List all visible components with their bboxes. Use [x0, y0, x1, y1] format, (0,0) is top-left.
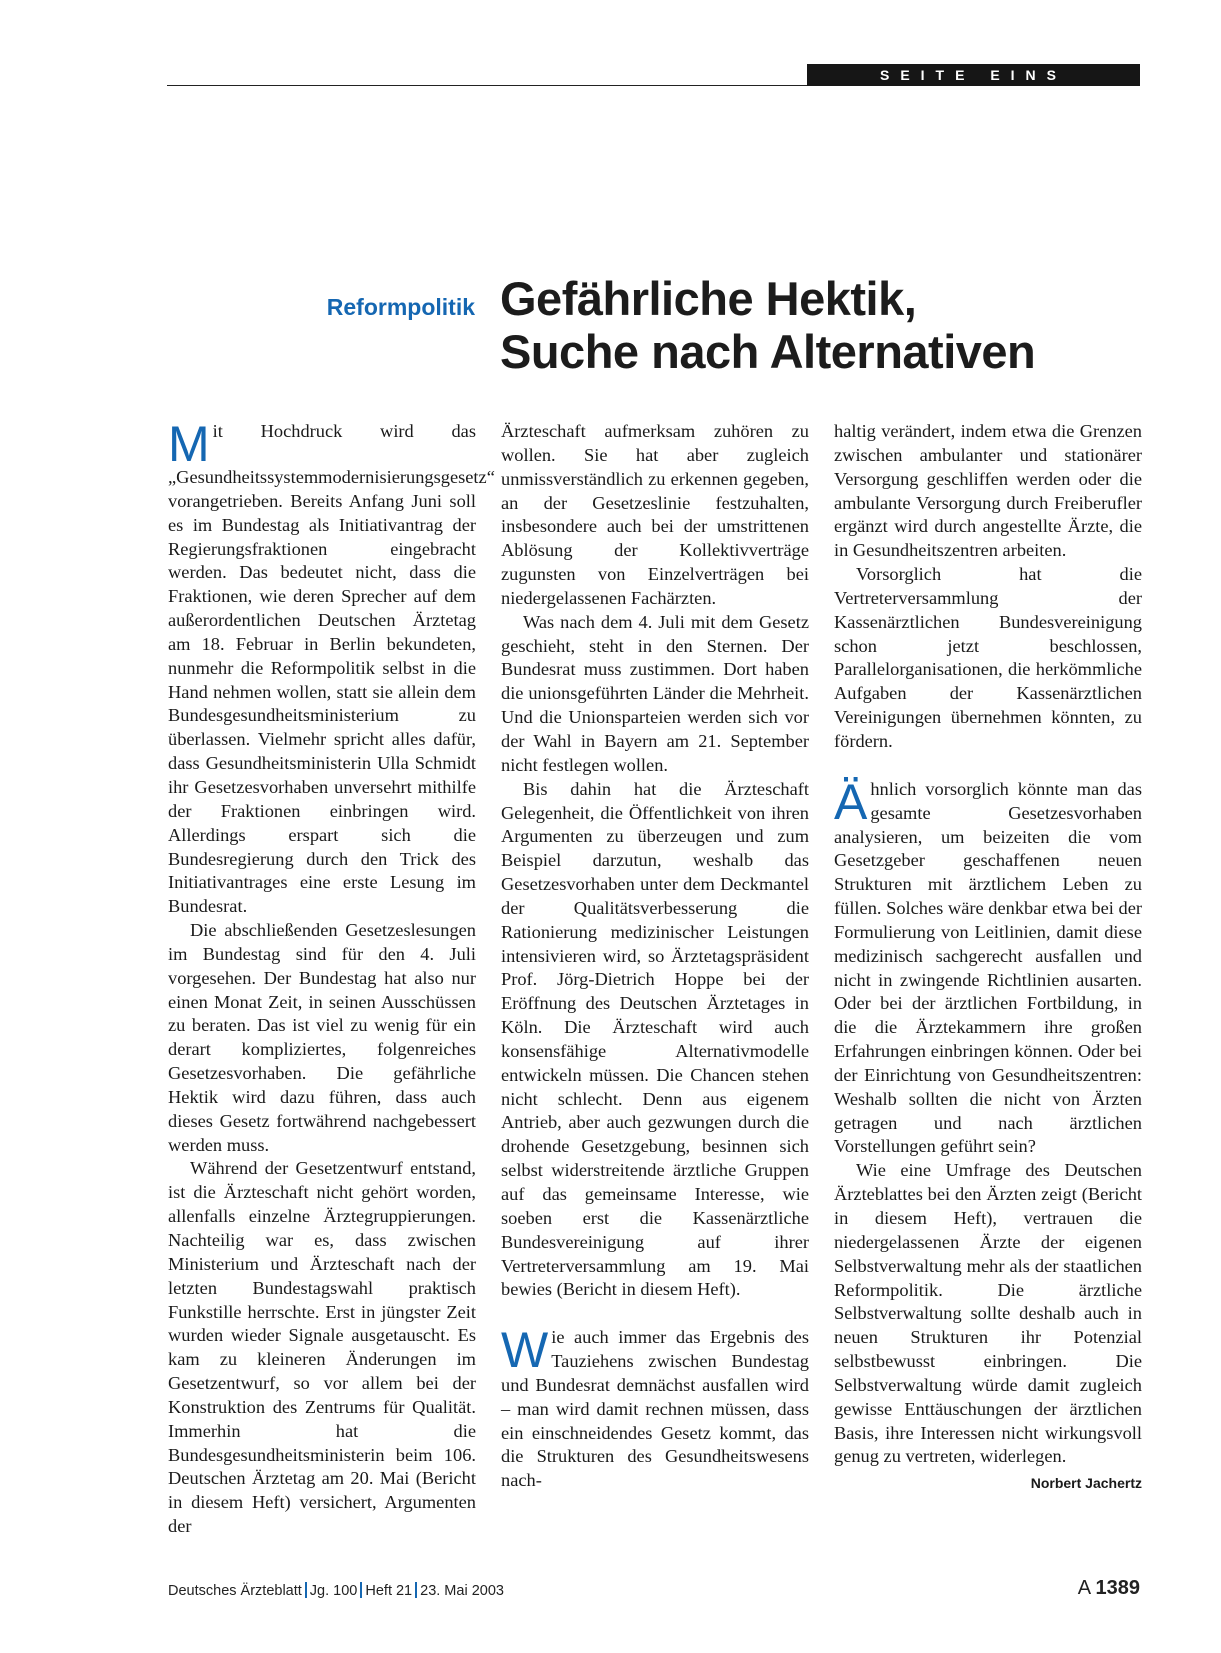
paragraph: Vorsorglich hat die Vertreterversammlung der Kassenärztlichen Bundesvereinigung schon jetzt beschlossen, Parallelorganisationen, die herkömmliche Aufgaben der Kassenärztlichen Vereinigungen übernehmen könnten, zu fördern.: [834, 564, 1142, 751]
headline-line-2: Suche nach Alternativen: [500, 325, 1036, 378]
page-footer: [168, 1582, 504, 1599]
paragraph: Was nach dem 4. Juli mit dem Gesetz geschieht, steht in den Sternen. Der Bundesrat muss zustimmen. Dort haben die unionsgeführten Länder die Mehrheit. Und die Unionsparteien werden sich vor der Wahl in Bayern am 21. September nicht festlegen wollen.: [501, 611, 809, 775]
paragraph-text: hnlich vorsorglich könnte man das gesamte Gesetzesvorhaben analysieren, um beizeiten die vom Gesetzgeber geschaffenen neuen Strukturen mit ärztlichem Leben zu füllen. Solches wäre denkbar etwa bei der Formulierung von Leitlinien, damit diese medizinisch sachgerecht ausfallen und nicht in zwingende Richtlinien ausarten. Oder bei der ärztlichen Fortbildung, in die die Ärztekammern ihre großen Erfahrungen einbringen können. Oder bei der Einrichtung von Gesundheitszentren: Weshalb sollten die nicht von Ärzten getragen und nach ärztlichen Vorstellungen geführt sein?: [834, 778, 1142, 1157]
paragraph: [168, 416, 495, 919]
footer-separator: [305, 1582, 307, 1598]
dropcap: Ä: [834, 773, 868, 830]
paragraph: Während der Gesetzentwurf entstand, ist die Ärzteschaft nicht gehört worden, allenfalls einzelne Ärztegruppierungen. Nachteilig war es, dass zwischen Ministerium und Ärzteschaft nach der letzten Bundestagswahl praktisch Funkstille herrschte. Erst in jüngster Zeit wurden wieder Signale ausgetauscht. Es kam zu kleineren Änderungen im Gesetzentwurf, so vor allem bei der Konstruktion des Zentrums für Qualität. Immerhin hat die Bundesgesundheitsministerin beim 106. Deutschen Ärztetag am 20. Mai (Bericht in diesem Heft) versichert, Argumenten der: [168, 1158, 476, 1537]
page-prefix: A: [1077, 1577, 1090, 1599]
paragraph: [834, 1159, 1142, 1492]
article-kicker: Reformpolitik: [326, 294, 475, 320]
paragraph-text: it Hochdruck wird das „Gesundheitssystemmodernisierungsgesetz“ vorangetrieben. Bereits Anfang Juni soll es im Bundestag als Initiativantrag der Regierungsfraktionen eingebracht werden. Das bedeutet nicht, dass die Fraktionen, wie deren Sprecher auf dem außerordentlichen Deutschen Ärztetag am 18. Februar in Berlin bekundeten, nunmehr die Reformpolitik selbst in die Hand nehmen wollen, statt sie allein dem Bundesgesundheitsministerium zu überlassen. Vielmehr spricht alles dafür, dass Gesundheitsministerin Ulla Schmidt ihr Gesetzesvorhaben unversehrt mithilfe der Fraktionen einbringen wird. Allerdings erspart sich die Bundesregierung durch den Trick des Initiativantrages eine erste Lesung im Bundesrat.: [168, 421, 495, 917]
paragraph: Die abschließenden Gesetzeslesungen im Bundestag sind für den 4. Juli vorgesehen. Der Bundestag hat also nur einen Monat Zeit, in seinen Ausschüssen zu beraten. Das ist viel zu wenig für ein derart kompliziertes, folgenreiches Gesetzesvorhaben. Die gefährliche Hektik wird dazu führen, dass auch dieses Gesetz fortwährend nachgebessert werden muss.: [168, 920, 476, 1155]
paragraph: [834, 773, 1142, 1160]
footer-separator: [415, 1582, 417, 1598]
paragraph: [501, 1322, 809, 1493]
paragraph-text: Wie eine Umfrage des Deutschen Ärzteblattes bei den Ärzten zeigt (Bericht in diesem Heft), vertrauen die niedergelassenen Ärzte der eigenen Selbstverwaltung mehr als der staatlichen Reformpolitik. Die ärztliche Selbstverwaltung sollte deshalb auch in neuen Strukturen ihr Potenzial selbstbewusst einbringen. Die Selbstverwaltung würde damit zugleich gewisse Enttäuschungen der ärztlichen Basis, ihre Interessen nicht wirkungsvoll genug zu vertreten, widerlegen.: [834, 1160, 1142, 1467]
journal-volume: Jg. 100: [309, 1583, 358, 1599]
dropcap: W: [501, 1322, 549, 1379]
article-column-1: [168, 416, 495, 1539]
section-label: SEITE EINS: [807, 64, 1140, 86]
paragraph: Bis dahin hat die Ärzteschaft Gelegenheit, die Öffentlichkeit von ihren Argumenten zu überzeugen und zum Beispiel darzutun, weshalb das Gesetzesvorhaben unter dem Deckmantel der Qualitätsverbesserung die Rationierung medizinischer Leistungen intensivieren wird, so Ärztetagspräsident Prof. Jörg-Dietrich Hoppe bei der Eröffnung des Deutschen Ärztetages in Köln. Die Ärzteschaft wird auch konsensfähige Alternativmodelle entwickeln müssen. Die Chancen stehen nicht schlecht. Denn aus eigenem Antrieb, aber auch gezwungen durch die drohende Gesetzgebung, besinnen sich selbst widerstreitende ärztliche Gruppen auf das gemeinsame Interesse, wie soeben erst die Kassenärztliche Bundesvereinigung auf ihrer Vertreterversammlung am 19. Mai bewies (Bericht in diesem Heft).: [501, 778, 809, 1300]
paragraph: haltig verändert, indem etwa die Grenzen zwischen ambulanter und stationärer Versorgung geschliffen werden oder die ambulante Versorgung durch Freiberufler ergänzt wird durch angestellte Ärzte, die in Gesundheitszentren arbeiten.: [834, 421, 1142, 561]
paragraph-text: ie auch immer das Ergebnis des Tauziehens zwischen Bundestag und Bundesrat demnächst ausfallen wird – man wird damit rechnen müssen, dass ein einschneidendes Gesetz kommt, das die Strukturen des Gesundheitswesens nach-: [501, 1327, 809, 1491]
journal-name: Deutsches Ärzteblatt: [168, 1583, 302, 1599]
page-number-value: 1389: [1095, 1577, 1140, 1599]
headline-line-1: Gefährliche Hektik,: [500, 272, 917, 325]
page-number: [1078, 1577, 1140, 1600]
article-column-3: [834, 420, 1142, 1496]
author-byline: Norbert Jachertz: [1030, 1475, 1142, 1492]
article-headline: [500, 272, 1200, 378]
paragraph: Ärzteschaft aufmerksam zuhören zu wollen. Sie hat aber zugleich unmissverständlich zu erkennen gegeben, an der Gesetzeslinie festzuhalten, insbesondere auch bei der umstrittenen Ablösung der Kollektivverträge zugunsten von Einzelverträgen bei niedergelassenen Fachärzten.: [501, 421, 809, 608]
footer-separator: [360, 1582, 362, 1598]
issue-date: 23. Mai 2003: [420, 1583, 504, 1599]
journal-issue: Heft 21: [365, 1583, 413, 1599]
dropcap: M: [168, 416, 210, 472]
article-column-2: [501, 420, 809, 1493]
